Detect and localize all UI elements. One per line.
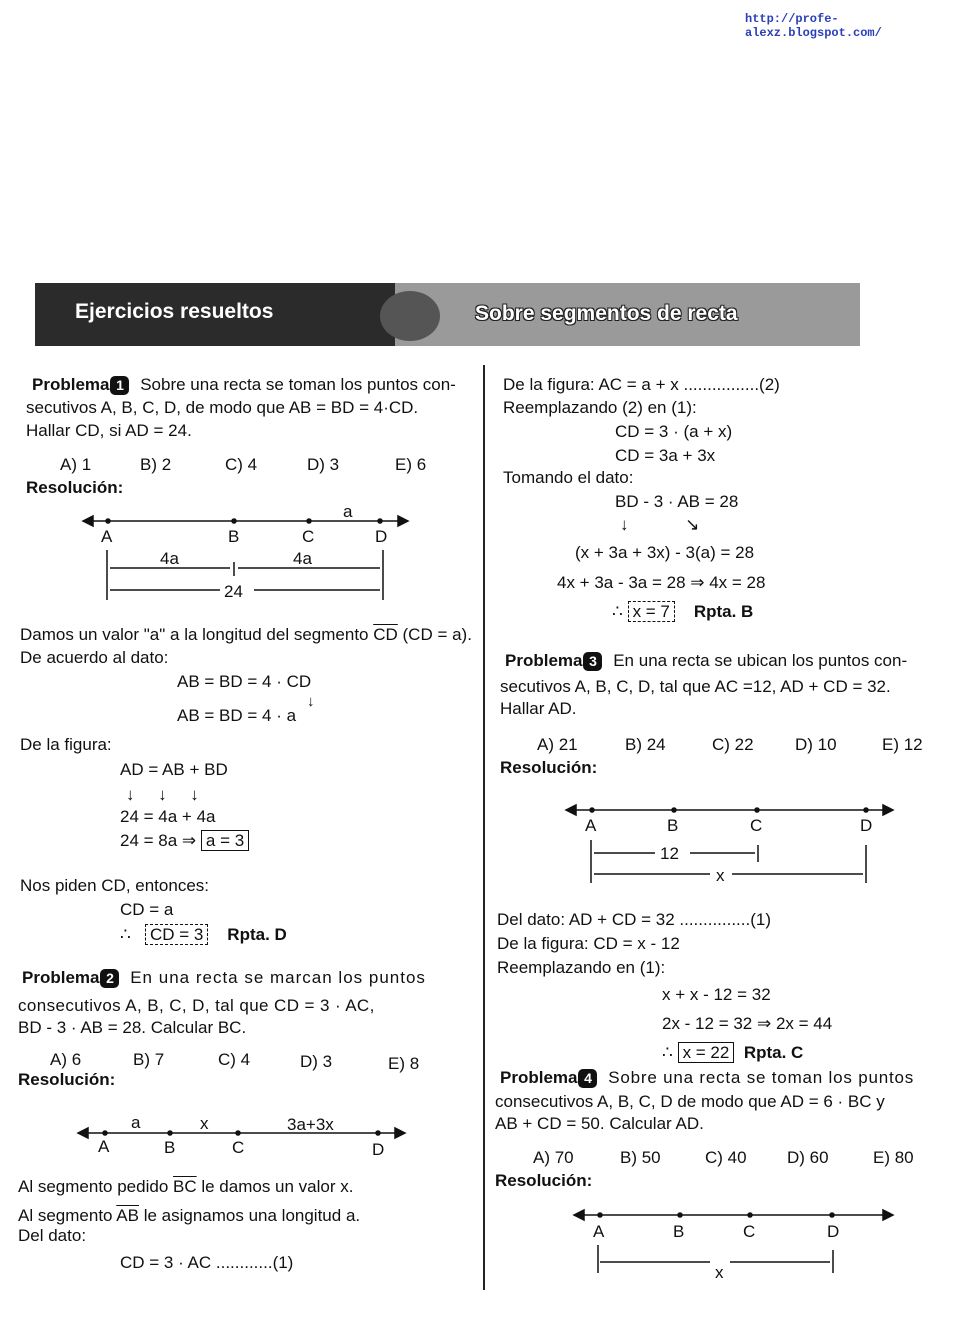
- p2-equation: CD = 3a + 3x: [615, 446, 716, 465]
- segment-label: 12: [660, 844, 679, 863]
- problem-3-line-2: secutivos A, B, C, D, tal que AC =12, AD + CD = 32.: [500, 677, 891, 696]
- arrowhead: [83, 516, 93, 526]
- answer-box: x = 7: [628, 601, 675, 622]
- problem-4-line-3: AB + CD = 50. Calcular AD.: [495, 1114, 704, 1133]
- option-e: E) 12: [882, 735, 923, 754]
- banner-title: Ejercicios resueltos: [75, 300, 274, 323]
- point: [378, 519, 382, 523]
- problem-number-badge: 2: [100, 969, 119, 988]
- problem-4-line-1: Problema 4 Sobre una recta se toman los puntos: [500, 1068, 915, 1087]
- option-b: B) 50: [620, 1148, 661, 1167]
- p1-answer: ∴ CD = 3 Rpta. D: [120, 925, 287, 944]
- resolution-heading: Resolución:: [26, 478, 124, 497]
- answer-box: CD = 3: [145, 924, 208, 945]
- point-label: C: [302, 527, 315, 546]
- problem-number-badge: 4: [578, 1069, 597, 1088]
- option-c: C) 22: [712, 735, 754, 754]
- p1-step: De acuerdo al dato:: [20, 648, 169, 667]
- problem-4-line-2: consecutivos A, B, C, D de modo que AD = 6 · BC y: [495, 1092, 885, 1111]
- problem-1-line-3: Hallar CD, si AD = 24.: [26, 421, 192, 440]
- point-label: A: [101, 527, 113, 546]
- problem-number-badge: 1: [110, 376, 129, 395]
- answer-box: a = 3: [201, 830, 249, 851]
- option-e: E) 80: [873, 1148, 914, 1167]
- resolution-heading: Resolución:: [500, 758, 598, 777]
- p2-step: Al segmento $\overline{AB}$ le asignamos una longitud a.: [18, 1206, 361, 1225]
- point-label: B: [667, 816, 679, 835]
- problem-3-line-3: Hallar AD.: [500, 699, 577, 718]
- p3-equation: x + x - 12 = 32: [662, 985, 771, 1004]
- problem-3-line-1: Problema 3 En una recta se ubican los puntos con-: [505, 651, 908, 670]
- point-label: C: [232, 1138, 245, 1157]
- option-d: D) 3: [300, 1052, 333, 1071]
- segment-label: 3a+3x: [287, 1115, 334, 1134]
- point-label: D: [860, 816, 873, 835]
- point: [106, 519, 110, 523]
- p1-equation: AB = BD = 4 · CD: [177, 672, 312, 691]
- p2-step: De la figura: AC = a + x ................(2): [503, 375, 780, 394]
- p3-equation: 2x - 12 = 32 ⇒ 2x = 44: [662, 1014, 833, 1033]
- option-b: B) 24: [625, 735, 666, 754]
- p1-step: Nos piden CD, entonces:: [20, 876, 209, 895]
- p2-step: Del dato:: [18, 1226, 87, 1245]
- p1-equation: 24 = 8a ⇒ a = 3: [120, 831, 249, 851]
- arrows: ↓ ↘: [620, 515, 700, 534]
- point-label: A: [98, 1137, 110, 1156]
- point-label: B: [228, 527, 240, 546]
- p2-equation: BD - 3 · AB = 28: [615, 492, 739, 511]
- problem-1-line-2: secutivos A, B, C, D, de modo que AB = BD = 4·CD.: [26, 398, 419, 417]
- option-c: C) 40: [705, 1148, 747, 1167]
- segment-label: 4a: [293, 549, 312, 568]
- problem-2-line-1: Problema 2 En una recta se marcan los puntos: [22, 968, 426, 987]
- banner-subtitle: Sobre segmentos de recta: [475, 302, 738, 325]
- p3-step: Del dato: AD + CD = 32 ...............(1): [497, 910, 772, 929]
- arrowhead: [398, 516, 408, 526]
- answer-box: x = 22: [678, 1042, 735, 1063]
- problem-label: Problema: [32, 375, 110, 394]
- down-arrows: ↓ ↓ ↓: [126, 785, 199, 804]
- p2-equation: CD = 3 · (a + x): [615, 422, 733, 441]
- p1-equation: AB = BD = 4 · a: [177, 706, 297, 725]
- blog-url[interactable]: http://profe-alexz.blogspot.com/: [745, 12, 882, 40]
- problem-text: Sobre una recta se toman los puntos con-: [140, 375, 456, 394]
- point-label: B: [673, 1222, 685, 1241]
- option-d: D) 3: [307, 455, 340, 474]
- option-b: B) 2: [140, 455, 172, 474]
- p2-equation: 4x + 3a - 3a = 28 ⇒ 4x = 28: [557, 573, 766, 592]
- resolution-heading: Resolución:: [495, 1171, 593, 1190]
- point-label: D: [827, 1222, 840, 1241]
- option-c: C) 4: [225, 455, 258, 474]
- option-e: E) 6: [395, 455, 427, 474]
- point-label: A: [593, 1222, 605, 1241]
- option-e: E) 8: [388, 1054, 420, 1073]
- segment-label: a: [343, 502, 353, 521]
- point-label: D: [372, 1140, 385, 1159]
- resolution-heading: Resolución:: [18, 1070, 116, 1089]
- p3-answer: ∴ x = 22 Rpta. C: [662, 1043, 804, 1062]
- option-b: B) 7: [133, 1050, 165, 1069]
- down-arrow: ↓: [307, 693, 315, 710]
- point-label: B: [164, 1138, 176, 1157]
- p1-equation: CD = a: [120, 900, 174, 919]
- p2-equation: CD = 3 · AC ............(1): [120, 1253, 294, 1272]
- segment-label: x: [715, 1263, 724, 1282]
- option-d: D) 60: [787, 1148, 829, 1167]
- option-d: D) 10: [795, 735, 837, 754]
- option-a: A) 70: [533, 1148, 574, 1167]
- p2-equation: (x + 3a + 3x) - 3(a) = 28: [575, 543, 755, 562]
- point-label: A: [585, 816, 597, 835]
- option-a: A) 6: [50, 1050, 82, 1069]
- point-label: C: [750, 816, 763, 835]
- p2-step: Tomando el dato:: [503, 468, 634, 487]
- segment-label: x: [716, 866, 725, 885]
- problem-2-line-2: consecutivos A, B, C, D, tal que CD = 3 · AC,: [18, 996, 375, 1015]
- p3-step: De la figura: CD = x - 12: [497, 934, 680, 953]
- p2-step: Reemplazando (2) en (1):: [503, 398, 697, 417]
- point-label: D: [375, 527, 388, 546]
- segment-label: x: [200, 1114, 209, 1133]
- p1-step: De la figura:: [20, 735, 112, 754]
- point-label: C: [743, 1222, 756, 1241]
- option-c: C) 4: [218, 1050, 251, 1069]
- option-a: A) 21: [537, 735, 578, 754]
- segment-label: a: [131, 1113, 141, 1132]
- point: [232, 519, 236, 523]
- problem-number-badge: 3: [583, 652, 602, 671]
- problem-2-line-3: BD - 3 · AB = 28. Calcular BC.: [18, 1018, 247, 1037]
- p1-equation: 24 = 4a + 4a: [120, 807, 216, 826]
- p1-equation: AD = AB + BD: [120, 760, 228, 779]
- p2-step: Al segmento pedido $\overline{BC}$ le damos un valor x.: [18, 1177, 354, 1196]
- option-a: A) 1: [60, 455, 92, 474]
- p1-step: Damos un valor "a" a la longitud del segmento $\overline{CD}$ (CD = a).: [20, 625, 472, 644]
- p2-answer: ∴ x = 7 Rpta. B: [612, 602, 754, 621]
- p3-step: Reemplazando en (1):: [497, 958, 666, 977]
- segment-label: 24: [224, 582, 243, 601]
- segment-label: 4a: [160, 549, 179, 568]
- point: [307, 519, 311, 523]
